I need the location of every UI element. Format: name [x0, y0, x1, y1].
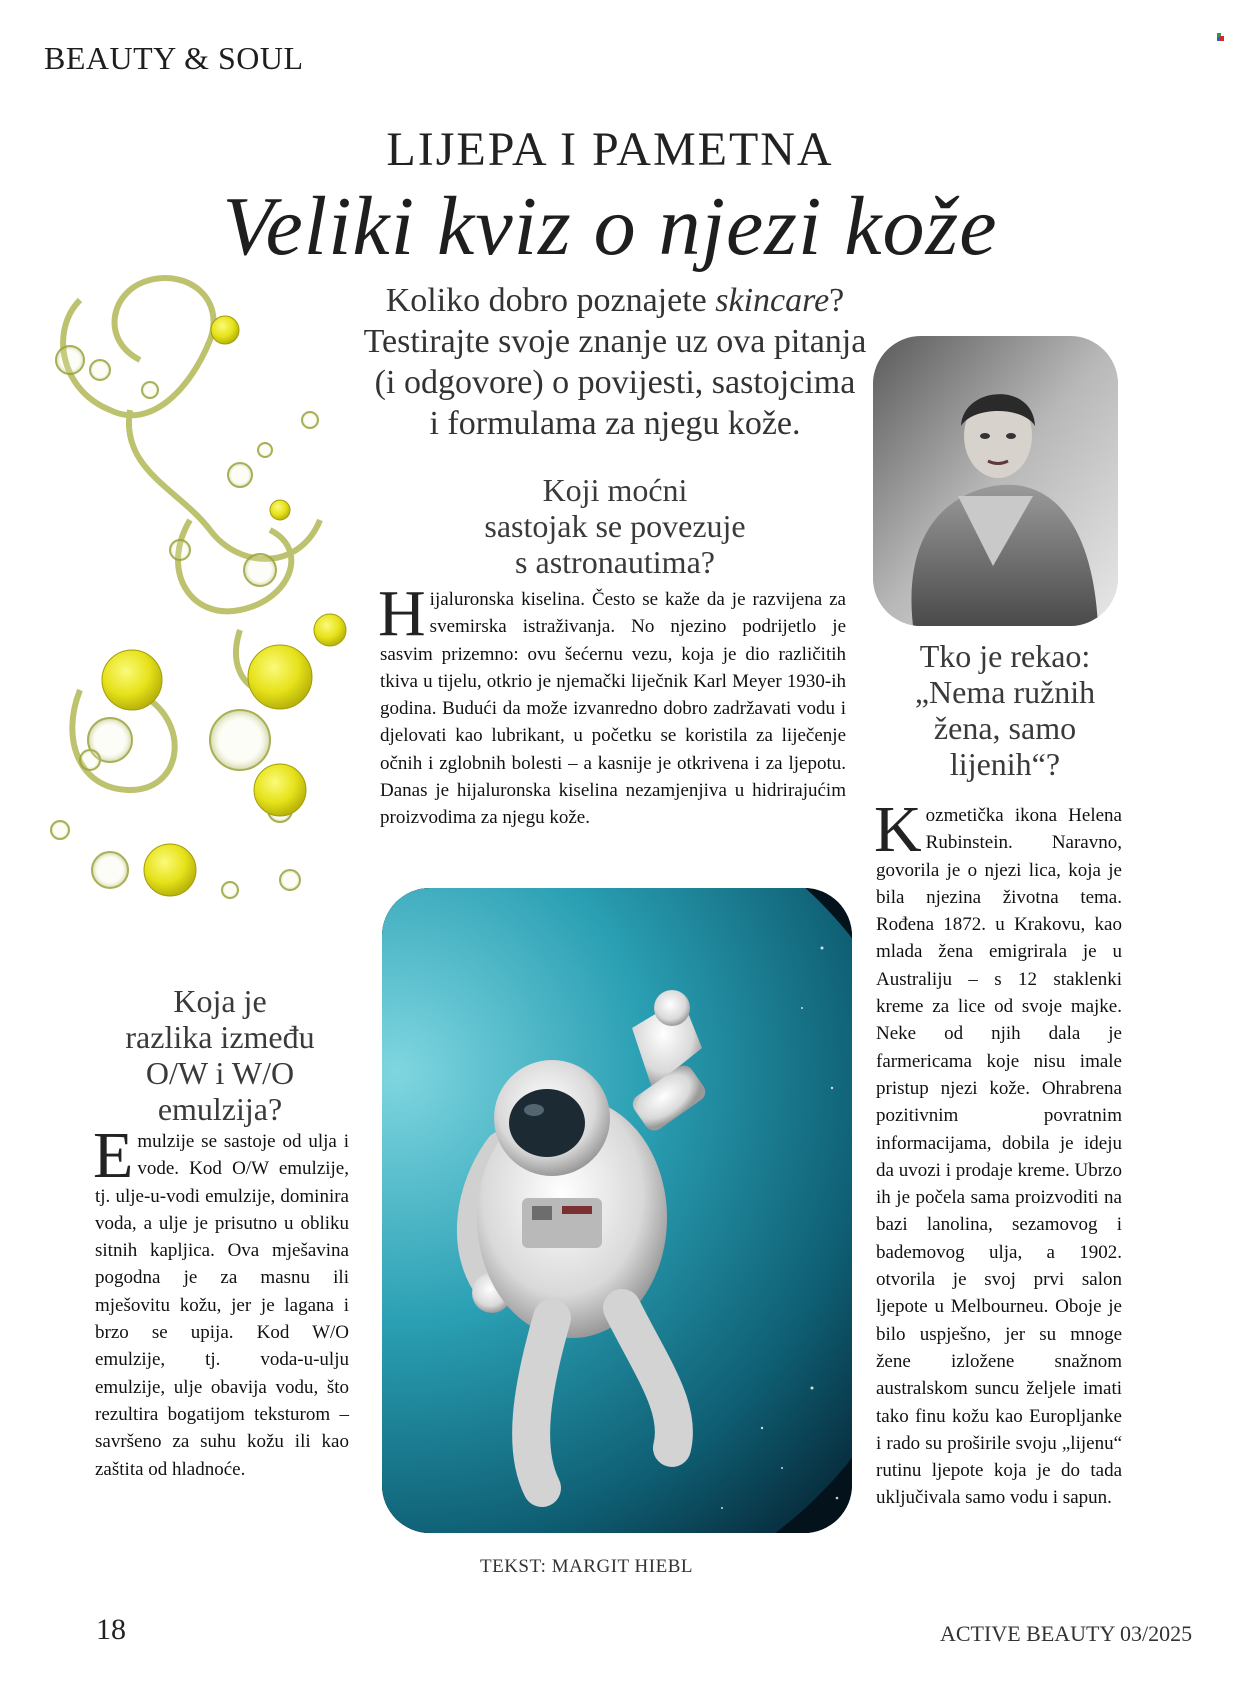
answer-text — [874, 793, 1122, 1512]
heading-line: Koji moćni — [542, 472, 688, 508]
heading-line: žena, samo — [933, 710, 1077, 746]
answer-text — [93, 1119, 349, 1483]
answer-text — [378, 577, 846, 832]
question-heading — [440, 472, 790, 580]
issue-label: ACTIVE BEAUTY 03/2025 — [940, 1621, 1193, 1646]
page-title: Veliki kviz o njezi kože — [222, 180, 998, 273]
answer-body: ozmetička ikona Helena Rubinstein. Naravno, govorila je o njezi lica, koja je bila njezina životna tema. Rođena 1872. u Krakovu, kao mlada žena emigrirala je u Australiju – s 12 staklenki kreme za lice od svoje majke. Neke od njih dala je farmericama koje nisu imale pristup njezi kože. Ohrabrena pozitivnim povratnim informacijama, dobila je ideju da uvozi i prodaje kreme. Ubrzo ih je počela sama proizvoditi na bazi lanolina, sezamovog i bademovog ulja, a 1902. otvorila je svoj prvi salon ljepote u Melbourneu. Oboje je bilo uspješno, jer su mnoge žene izložene snažnom australskom suncu željele imati tako finu kožu kao Europljanke i rado su proširile svoju „lijenu“ rutinu ljepote koja je do tada uključivala samo vodu i sapun. — [876, 805, 1122, 1509]
lede-text: Koliko dobro poznajete — [385, 282, 716, 319]
question-heading — [880, 638, 1130, 782]
lede-line: Testirajte svoje znanje uz ova pitanja — [363, 323, 867, 360]
astronaut-planet-icon — [382, 888, 852, 1533]
heading-line: Koja je — [173, 983, 267, 1019]
lede — [340, 280, 890, 444]
portrait-photo — [873, 336, 1118, 626]
question-heading — [105, 983, 335, 1127]
portrait-icon — [873, 336, 1118, 626]
heading-line: O/W i W/O — [145, 1055, 295, 1091]
drop-cap: K — [874, 793, 922, 866]
answer-body: mulzije se sastoje od ulja i vode. Kod O/W emulzije, tj. ulje-u-vodi emulzije, dominira voda, a ulje je prisutno u obliku sitnih kapljica. Ova mješavina pogodna je za masnu ili mješovitu kožu, jer je lagana i brzo se upija. Kod W/O emulzije, tj. voda-u-ulju emulzije, ulje obavija vodu, što rezultira bogatijom teksturom – savršeno za suhu kožu ili kao zaštita od hladnoće. — [95, 1131, 349, 1480]
lede-italic: skincare — [715, 282, 830, 319]
drop-cap: H — [378, 577, 426, 650]
section-label: BEAUTY & SOUL — [44, 40, 304, 76]
heading-line: emulzija? — [157, 1091, 283, 1127]
drop-cap: E — [93, 1119, 134, 1192]
lede-text: ? — [829, 282, 845, 319]
heading-line: lijenih“? — [949, 746, 1061, 782]
oil-bubbles-illustration — [40, 270, 360, 970]
kicker: LIJEPA I PAMETNA — [386, 123, 834, 176]
lede-line: i formulama za njegu kože. — [429, 405, 801, 442]
color-marker-icon — [1217, 33, 1224, 41]
astronaut-photo — [382, 888, 852, 1533]
author-credit: TEKST: MARGIT HIEBL — [480, 1556, 693, 1577]
heading-line: „Nema ružnih — [914, 674, 1096, 710]
heading-line: razlika između — [125, 1019, 315, 1055]
lede-line: (i odgovore) o povijesti, sastojcima — [374, 364, 856, 401]
page-number: 18 — [96, 1613, 126, 1646]
heading-line: Tko je rekao: — [919, 638, 1091, 674]
answer-body: ijaluronska kiselina. Često se kaže da je razvijena za svemirska istraživanja. No njezino podrijetlo je sasvim prizemno: ovu šećernu vezu, koja je dio različitih tkiva u tijelu, otkrio je njemački liječnik Karl Meyer 1930-ih godina. Budući da može izvanredno dobro zadržavati vodu i djelovati kao lubrikant, u početku se koristila za liječenje očnih i zglobnih bolesti – a kasnije je otkrivena i za ljepotu. Danas je hijaluronska kiselina nezamjenjiva u hidrirajućim proizvodima za njegu kože. — [380, 589, 846, 829]
heading-line: sastojak se povezuje — [484, 508, 746, 544]
heading-line: s astronautima? — [515, 544, 715, 580]
